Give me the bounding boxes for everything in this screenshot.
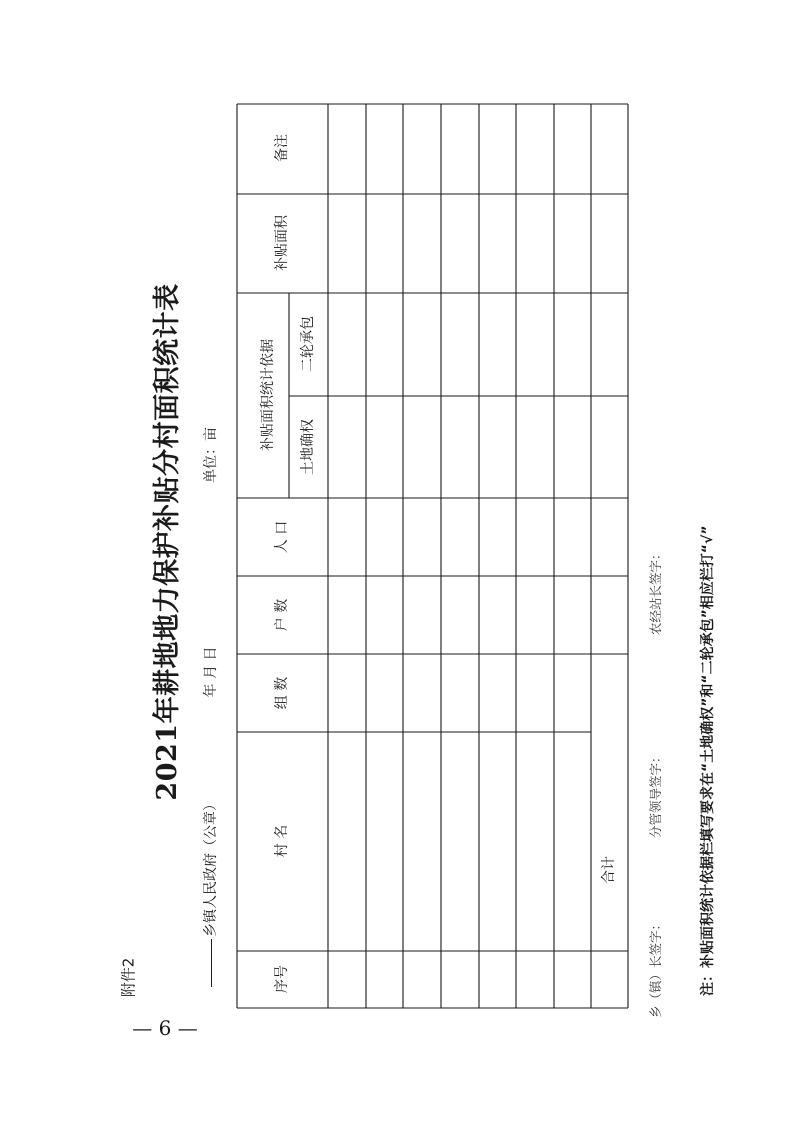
page-number: — 6 — [132, 1016, 198, 1040]
government-label: 乡镇人民政府（公章） [203, 797, 219, 937]
header-subsidy-area: 补贴面积 [274, 215, 290, 271]
unit-line: 单位：亩 [203, 427, 219, 483]
header-groups: 组 数 [274, 676, 290, 710]
leader-signature: 分管领导签字： [648, 750, 663, 838]
header-village-name: 村 名 [274, 824, 290, 858]
footnote: 注：补贴面积统计依据栏填写要求在“土地确权”和“二轮承包”相应栏打“√” [700, 525, 716, 996]
total-row-label: 合计 [601, 856, 617, 884]
header-population: 人 口 [274, 520, 290, 554]
attachment-label: 附件2 [119, 957, 138, 998]
header-serial-number: 序号 [274, 965, 290, 993]
header-second-round-contract: 二轮承包 [300, 316, 316, 372]
header-remarks: 备注 [274, 134, 290, 162]
header-statistics-basis: 补贴面积统计依据 [260, 339, 276, 451]
township-head-signature: 乡（镇）长签字： [648, 917, 663, 1018]
date-line: 年 月 日 [203, 646, 219, 698]
header-land-rights-confirmation: 土地确权 [300, 419, 316, 475]
header-households: 户 数 [274, 598, 290, 632]
page-title: 2021年耕地地力保护补贴分村面积统计表 [152, 283, 183, 801]
station-head-signature: 农经站长签字： [648, 547, 663, 635]
